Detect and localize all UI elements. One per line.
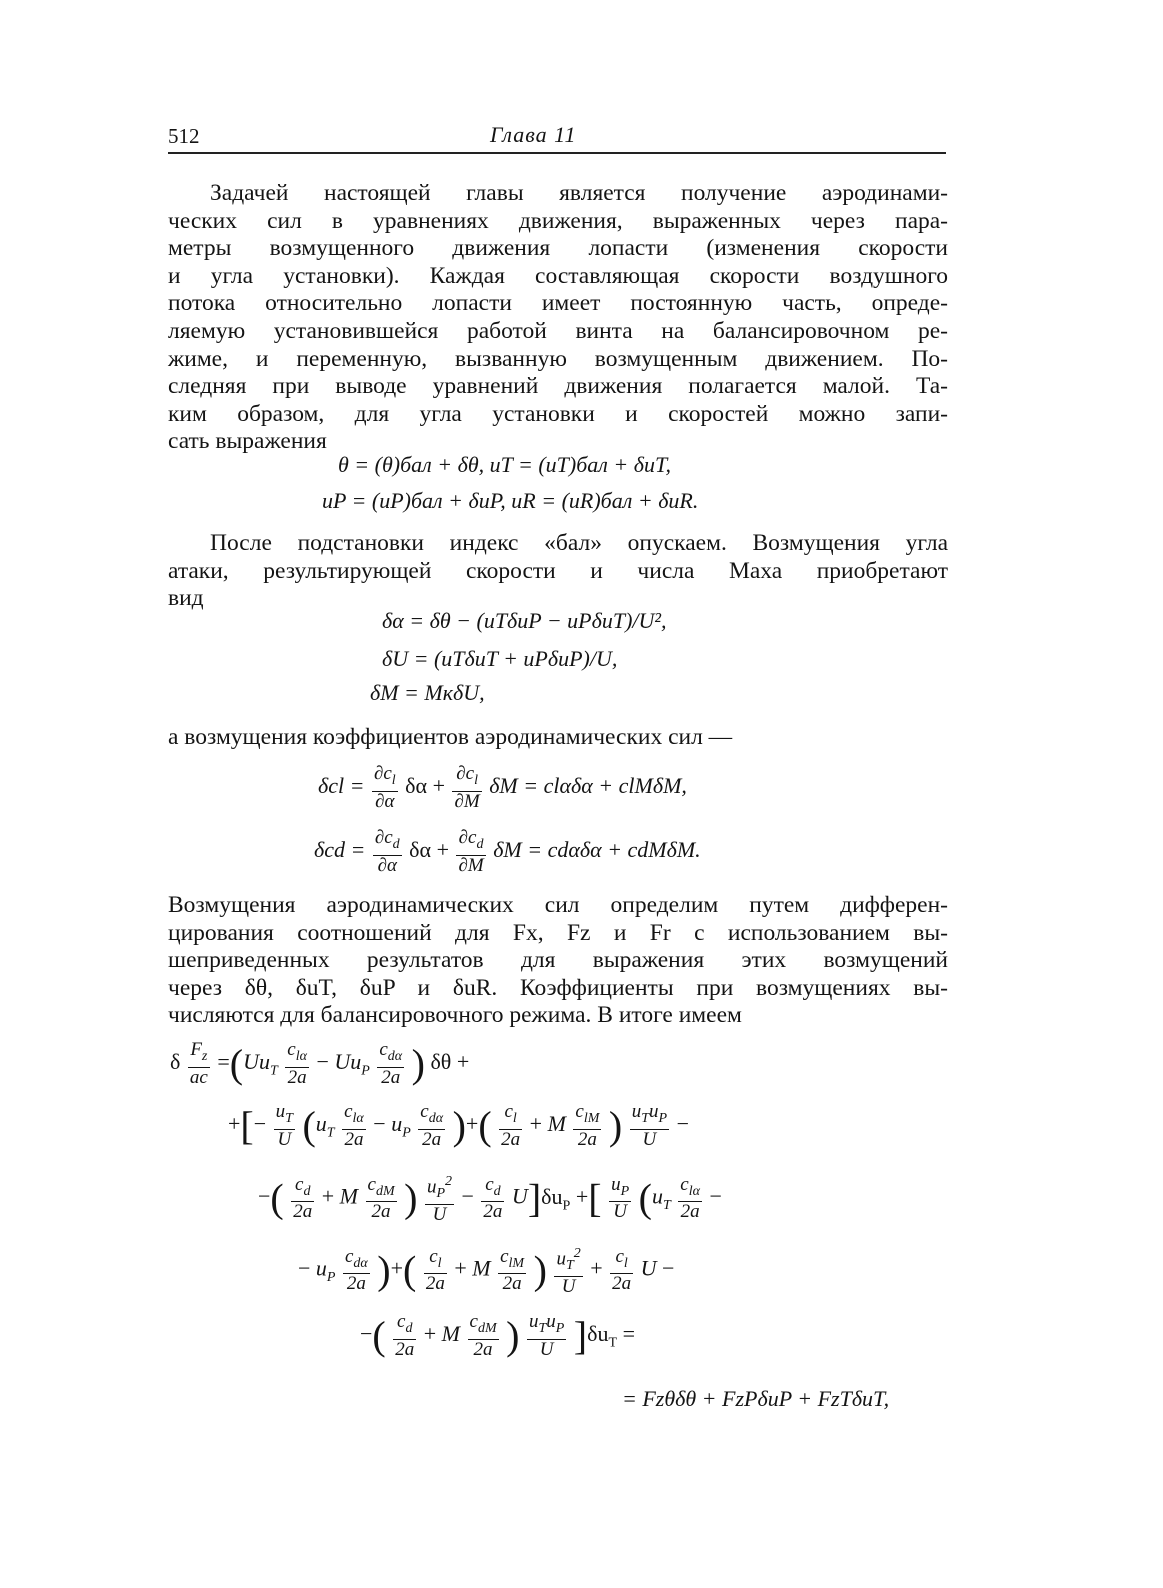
text-line: атаки, результирующей скорости и числа Маха приобретают: [168, 557, 948, 584]
text-line: сать выражения: [168, 428, 327, 455]
text-line: шеприведенных результатов для выражения этих возмущений: [168, 947, 948, 974]
text-line: числяются для балансировочного режима. В итоге имеем: [168, 1002, 742, 1029]
text-line: ляемую установившейся работой винта на балансировочном ре-: [168, 317, 948, 344]
paragraph-coefficients: [168, 724, 948, 752]
fraction-dcd-dM: $\frac{\partial c_d}{\partial M}$: [458, 827, 484, 876]
paragraph-intro: [168, 180, 948, 456]
text-line: и угла установки). Каждая составляющая скорости воздушного: [168, 262, 948, 289]
text-line: жиме, и переменную, вызванную возмущенным движением. По-: [168, 345, 948, 372]
paragraph-substitution: [168, 530, 948, 613]
text-line: через δθ, δuT, δuP и δuR. Коэффициенты при возмущениях вы-: [168, 974, 948, 1001]
text-line: После подстановки индекс «бал» опускаем. Возмущения угла: [210, 530, 948, 556]
text-line: метры возмущенного движения лопасти (изменения скорости: [168, 235, 948, 262]
text-line: ческих сил в уравнениях движения, выраженных через пара-: [168, 207, 948, 234]
equation-delta-cd: δcd = $\frac{\partial c_d}{\partial\alpha}$ δα + $\frac{\partial c_d}{\partial M}$ δM = cdαδα + cdMδM.: [314, 827, 701, 876]
eq-cl-rhs: δM = clαδα + clMδM,: [489, 772, 687, 798]
text-line: а возмущения коэффициентов аэродинамических сил —: [168, 724, 733, 750]
text-line: потока относительно лопасти имеет постоянную часть, опреде-: [168, 290, 948, 317]
fraction-dcl-dalpha: $\frac{\partial c_l}{\partial\alpha}$: [373, 763, 396, 812]
eq-cd-lhs: δcd =: [314, 836, 366, 862]
page-number: 512: [168, 124, 200, 148]
eq-cd-rhs: δM = cdαδα + cdMδM.: [493, 836, 701, 862]
text-line: ким образом, для угла установки и скоростей можно запи-: [168, 400, 948, 427]
page-header: [168, 118, 946, 154]
text-line: цирования соотношений для Fx, Fz и Fr с использованием вы-: [168, 919, 948, 946]
eq-cl-lhs: δcl =: [318, 772, 365, 798]
header-rule: [168, 152, 946, 154]
equation-Fz-line3: −( $\frac{c_d}{2a}$ + M $\frac{c_{dM}}{2a}$ ) $\frac{u_P^2}{U}$ − $\frac{c_d}{2a}$ $U]\delta u_P$ +[ $\frac{u_P}{U}$ ($u_T$ $\frac{c_{l\alpha}}{2a}$ −: [258, 1173, 722, 1226]
fraction-dcd-dalpha: $\frac{\partial c_d}{\partial\alpha}$: [374, 827, 400, 876]
equation-Fz-line2: +[− $\frac{u_T}{U}$ ($u_T$ $\frac{c_{l\alpha}}{2a}$ − $u_P$ $\frac{c_{d\alpha}}{2a}$ )+( $\frac{c_l}{2a}$ + M $\frac{c_{lM}}{2a}$ ) $\frac{u_Tu_P}{U}$ −: [228, 1101, 689, 1150]
equation-Fz-result: = Fzθδθ + FzPδuP + FzTδuT,: [622, 1386, 890, 1411]
equation-delta-U: δU = (uTδuT + uPδuP)/U,: [382, 646, 618, 671]
equation-delta-cl: δcl = $\frac{\partial c_l}{\partial\alpha}$ δα + $\frac{\partial c_l}{\partial M}$ δM = clαδα + clMδM,: [318, 763, 687, 812]
equation-Fz-line1: δ $\frac{F_z}{ac}$ $=(Uu_T$ $\frac{c_{l\alpha}}{2a}$ − $Uu_P$ $\frac{c_{d\alpha}}{2a}$ ) δθ +: [170, 1039, 470, 1088]
text-line: следняя при выводе уравнений движения полагается малой. Та-: [168, 373, 948, 400]
chapter-title: Глава 11: [490, 122, 577, 147]
fraction-dcl-dM: $\frac{\partial c_l}{\partial M}$: [454, 763, 480, 812]
text-line: Задачей настоящей главы является получение аэродинами-: [210, 180, 948, 206]
text-line: вид: [168, 585, 204, 612]
equation-uP-uR: uP = (uP)бал + δuP, uR = (uR)бал + δuR.: [322, 488, 699, 513]
equation-delta-M: δM = MкδU,: [370, 680, 485, 705]
equation-theta-uT: θ = (θ)бал + δθ, uT = (uT)бал + δuT,: [338, 452, 672, 477]
equation-delta-alpha: δα = δθ − (uTδuP − uPδuT)/U²,: [382, 608, 667, 633]
equation-Fz-line5: −( $\frac{c_d}{2a}$ + M $\frac{c_{dM}}{2a}$ ) $\frac{u_Tu_P}{U}$ ]$\delta u_T$ =: [360, 1311, 635, 1360]
text-line: Возмущения аэродинамических сил определим путем дифферен-: [168, 892, 948, 918]
equation-Fz-line4: − $u_P$ $\frac{c_{d\alpha}}{2a}$ )+( $\frac{c_l}{2a}$ + M $\frac{c_{lM}}{2a}$ ) $\frac{u_T^2}{U}$ + $\frac{c_l}{2a}$ U −: [298, 1245, 675, 1298]
paragraph-perturbations: [168, 892, 948, 1030]
